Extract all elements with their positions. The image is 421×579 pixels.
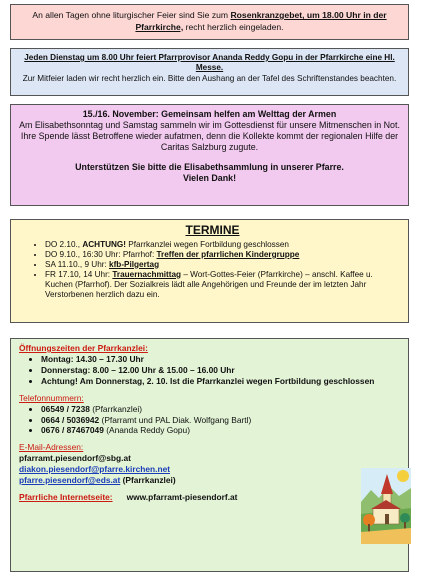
email-address-2[interactable]: diakon.piesendorf@pfarre.kirchen.net bbox=[19, 464, 171, 475]
termine-item-text: – Wort-Gottes-Feier (Pfarrkirche) – anschl. Kaffee u. Kuchen (Pfarrhof). Der Sozialkreis lädt alle Angehörigen und Freunde der im letzten Jahr Verstorbenen herzlich dazu ein. bbox=[45, 269, 373, 299]
rosary-text-post: recht herzlich eingeladen. bbox=[183, 21, 284, 32]
poor-text: Am Elisabethsonntag und Samstag sammeln wir im Gottesdienst für unsere Mitmenschen in Not. Ihre Spende lässt Betroffene wieder aufatmen, denn die Kollekte kommt der regionalen Hilfe der Caritas Salzburg zugute. bbox=[19, 120, 400, 153]
termine-item-bold: kfb-Pilgertag bbox=[109, 259, 160, 269]
website-row bbox=[19, 492, 400, 503]
rosary-text-pre: An allen Tagen ohne liturgischer Feier sind Sie zum bbox=[32, 10, 231, 20]
termine-item-bold: Trauernachmittag bbox=[112, 269, 182, 279]
termine-item-bold: ACHTUNG! bbox=[82, 239, 126, 249]
sun-shape bbox=[397, 470, 409, 482]
phone-item bbox=[41, 404, 400, 415]
website-url[interactable]: www.pfarramt-piesendorf.at bbox=[126, 492, 238, 503]
office-hours-item: • Achtung! Am Donnerstag, 2. 10. Ist die Pfarrkanzlei wegen Fortbildung geschlossen bbox=[41, 376, 400, 387]
phone-item bbox=[41, 415, 400, 426]
phone-heading: Telefonnummern: bbox=[19, 392, 84, 403]
phone-desc: (Pfarrkanzlei) bbox=[89, 403, 143, 414]
office-hours-list bbox=[19, 354, 400, 387]
church-drawing bbox=[361, 468, 411, 544]
email-address-1[interactable]: pfarramt.piesendorf@sbg.at bbox=[19, 453, 131, 464]
termine-item-text: DO 2.10., bbox=[45, 239, 83, 249]
poor-appeal-line2: Vielen Dank! bbox=[182, 172, 237, 183]
termine-list bbox=[23, 240, 402, 300]
termine-item-text: FR 17.10, 14 Uhr: bbox=[45, 269, 113, 279]
phone-list bbox=[19, 404, 400, 437]
phone-desc: (Ananda Reddy Gopu) bbox=[103, 425, 191, 436]
termine-item-text: DO 9.10., 16:30 Uhr: Pfarrhof: bbox=[45, 249, 157, 259]
phone-number[interactable]: 06549 / 7238 bbox=[41, 403, 90, 414]
office-hours-heading: Öffnungszeiten der Pfarrkanzlei: bbox=[19, 343, 148, 353]
email-row-3 bbox=[19, 475, 400, 486]
phone-item bbox=[41, 425, 400, 436]
termine-item-text: SA 11.10., 9 Uhr: bbox=[45, 259, 110, 269]
rosary-notice bbox=[10, 4, 409, 40]
termine-item bbox=[45, 260, 402, 270]
mass-text: Zur Mitfeier laden wir recht herzlich ein. Bitte den Aushang an der Tafel des Schriftenstandes beachten. bbox=[22, 73, 397, 83]
phone-number[interactable]: 0664 / 5036942 bbox=[41, 414, 100, 425]
website-label: Pfarrliche Internetseite: bbox=[19, 492, 113, 503]
email-desc: (Pfarrkanzlei) bbox=[120, 475, 176, 486]
email-address-3[interactable]: pfarre.piesendorf@eds.at bbox=[19, 475, 121, 486]
office-hours-item: • Montag: 14.30 – 17.30 Uhr bbox=[41, 354, 400, 365]
termine-item-bold: Treffen der pfarrlichen Kindergruppe bbox=[156, 249, 300, 259]
tuesday-mass-notice bbox=[10, 48, 409, 96]
termine-box bbox=[10, 219, 409, 323]
termine-item bbox=[45, 240, 402, 250]
rosary-highlight: Rosenkranzgebet, um 18.00 Uhr in der Pfarrkirche, bbox=[135, 10, 387, 32]
poor-title: 15./16. November: Gemeinsam helfen am Welttag der Armen bbox=[82, 109, 337, 119]
email-heading: E-Mail-Adressen: bbox=[19, 442, 84, 453]
phone-desc: (Pfarramt und PAL Diak. Wolfgang Bartl) bbox=[99, 414, 252, 425]
termine-heading: TERMINE bbox=[185, 223, 240, 237]
termine-item bbox=[45, 270, 402, 300]
day-of-poor-notice bbox=[10, 104, 409, 206]
poor-appeal-line1: Unterstützen Sie bitte die Elisabethsammlung in unserer Pfarre. bbox=[75, 161, 344, 172]
mass-title: Jeden Dienstag um 8.00 Uhr feiert Pfarrprovisor Ananda Reddy Gopu in der Pfarrkirche eine Hl. Messe. bbox=[24, 53, 395, 73]
office-hours-item: • Donnerstag: 8.00 – 12.00 Uhr & 15.00 – 16.00 Uhr bbox=[41, 365, 400, 376]
phone-number[interactable]: 0676 / 87467049 bbox=[41, 425, 104, 436]
termine-item bbox=[45, 250, 402, 260]
parish-office-info bbox=[10, 338, 409, 572]
termine-item-text: Pfarrkanzlei wegen Fortbildung geschlossen bbox=[126, 239, 289, 249]
